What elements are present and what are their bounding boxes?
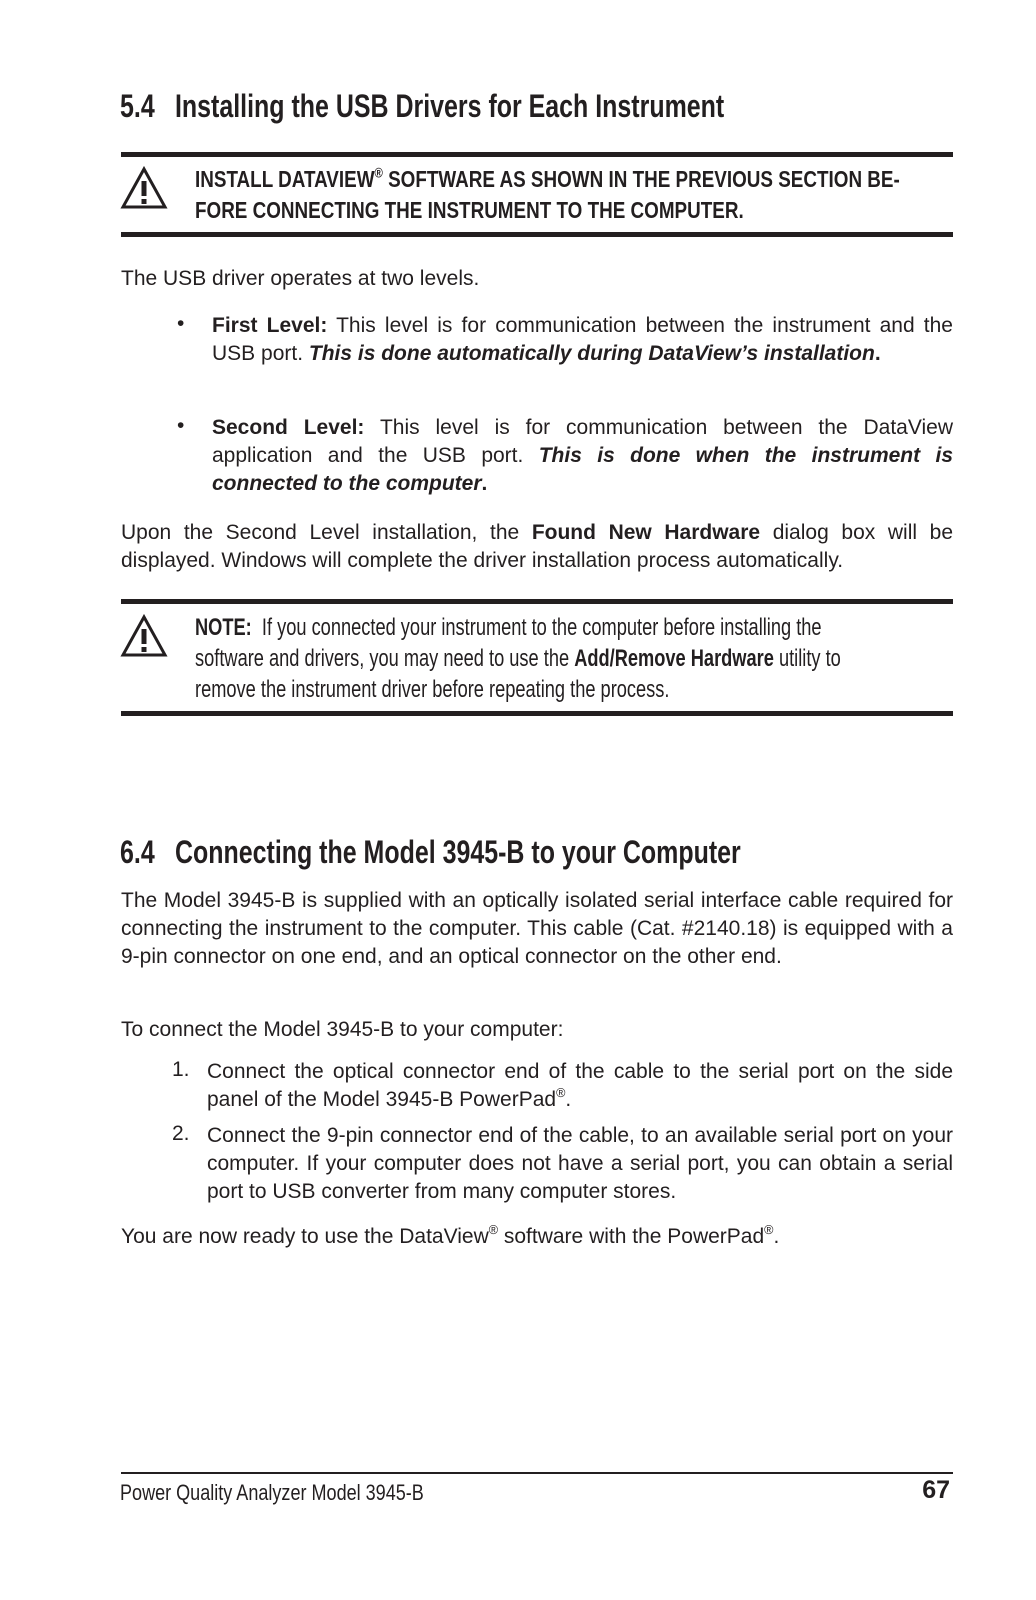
warning-top-rule bbox=[121, 152, 953, 157]
usb-intro: The USB driver operates at two levels. bbox=[121, 267, 480, 290]
bullet-label: First Level: bbox=[212, 314, 328, 337]
note-text bbox=[195, 612, 841, 705]
registered-mark: ® bbox=[556, 1086, 566, 1101]
bullet-end: . bbox=[481, 472, 488, 495]
warning-triangle-icon bbox=[120, 166, 168, 210]
bullet-text: This level is for communication between the instrument and the USB port. bbox=[212, 314, 953, 365]
found-new-hardware-paragraph bbox=[121, 519, 953, 575]
page-number: 67 bbox=[922, 1476, 950, 1504]
registered-mark: ® bbox=[764, 1223, 774, 1238]
cable-paragraph: The Model 3945-B is supplied with an optically isolated serial interface cable required for connecting the instrument to the computer. This cable (Cat. #2140.18) is equipped with a 9-pin connector on one end, and an optical connector on the other end. bbox=[121, 889, 953, 968]
step-number: 1. bbox=[172, 1058, 190, 1081]
step-1 bbox=[207, 1058, 953, 1114]
bullet-marker: • bbox=[177, 312, 185, 335]
ready-end: . bbox=[773, 1225, 780, 1248]
bullet-label: Second Level: bbox=[212, 416, 365, 439]
warning-line-1-rest: SOFTWARE AS SHOWN IN THE PREVIOUS SECTION BE- bbox=[382, 166, 900, 192]
note-top-rule bbox=[121, 599, 953, 604]
section-5-4-heading bbox=[120, 88, 724, 125]
section-title: Installing the USB Drivers for Each Instrument bbox=[174, 88, 725, 124]
note-label: NOTE: bbox=[195, 614, 252, 641]
note-line-2-rest: utility to bbox=[773, 645, 841, 672]
note-line-2: software and drivers, you may need to use the bbox=[195, 645, 575, 672]
section-number: 6.4 bbox=[120, 834, 155, 870]
ready-text-mid: software with the PowerPad bbox=[498, 1225, 765, 1248]
bullet-emphasis: This is done automatically during DataView’s installation bbox=[308, 342, 875, 365]
note-line-3: remove the instrument driver before repeating the process. bbox=[195, 676, 670, 703]
registered-mark: ® bbox=[374, 165, 383, 181]
note-line-1: If you connected your instrument to the computer before installing the bbox=[251, 614, 822, 641]
warning-triangle-icon bbox=[120, 614, 168, 658]
bullet-first-level bbox=[212, 312, 953, 368]
section-title: Connecting the Model 3945-B to your Computer bbox=[174, 834, 741, 870]
bullet-emphasis: This is done when the instrument is connected to the computer bbox=[212, 444, 953, 495]
ready-paragraph bbox=[121, 1223, 953, 1251]
warning-line-2: FORE CONNECTING THE INSTRUMENT TO THE COMPUTER. bbox=[195, 197, 744, 223]
footer-rule bbox=[121, 1472, 953, 1474]
bullet-text: This level is for communication between the DataView application and the USB port. bbox=[212, 416, 953, 467]
paragraph-bold: Found New Hardware bbox=[531, 521, 761, 544]
step-2: Connect the 9-pin connector end of the cable, to an available serial port on your computer. If your computer does not have a serial port, you can obtain a serial port to USB converter from many computer stores. bbox=[207, 1124, 953, 1203]
step-end: . bbox=[565, 1088, 572, 1111]
warning-line-1: INSTALL DATAVIEW bbox=[195, 166, 375, 192]
step-number: 2. bbox=[172, 1122, 190, 1145]
step-text: Connect the optical connector end of the cable to the serial port on the side panel of the Model 3945-B PowerPad bbox=[207, 1060, 953, 1111]
bullet-second-level bbox=[212, 414, 953, 498]
warning-bottom-rule bbox=[121, 232, 953, 237]
note-bold: Add/Remove Hardware bbox=[574, 645, 774, 672]
section-6-4-heading bbox=[120, 834, 741, 871]
bullet-marker: • bbox=[177, 414, 185, 437]
footer-title: Power Quality Analyzer Model 3945-B bbox=[120, 1480, 424, 1505]
paragraph-text: Upon the Second Level installation, the bbox=[121, 521, 532, 544]
section-number: 5.4 bbox=[120, 88, 155, 124]
warning-text bbox=[195, 164, 900, 226]
paragraph-text-rest: dialog box will be displayed. Windows will complete the driver installation process automatically. bbox=[121, 521, 954, 572]
bullet-end: . bbox=[874, 342, 881, 365]
note-bottom-rule bbox=[121, 711, 953, 716]
connect-intro: To connect the Model 3945-B to your computer: bbox=[121, 1018, 564, 1041]
ready-text: You are now ready to use the DataView bbox=[121, 1225, 489, 1248]
registered-mark: ® bbox=[488, 1223, 499, 1238]
